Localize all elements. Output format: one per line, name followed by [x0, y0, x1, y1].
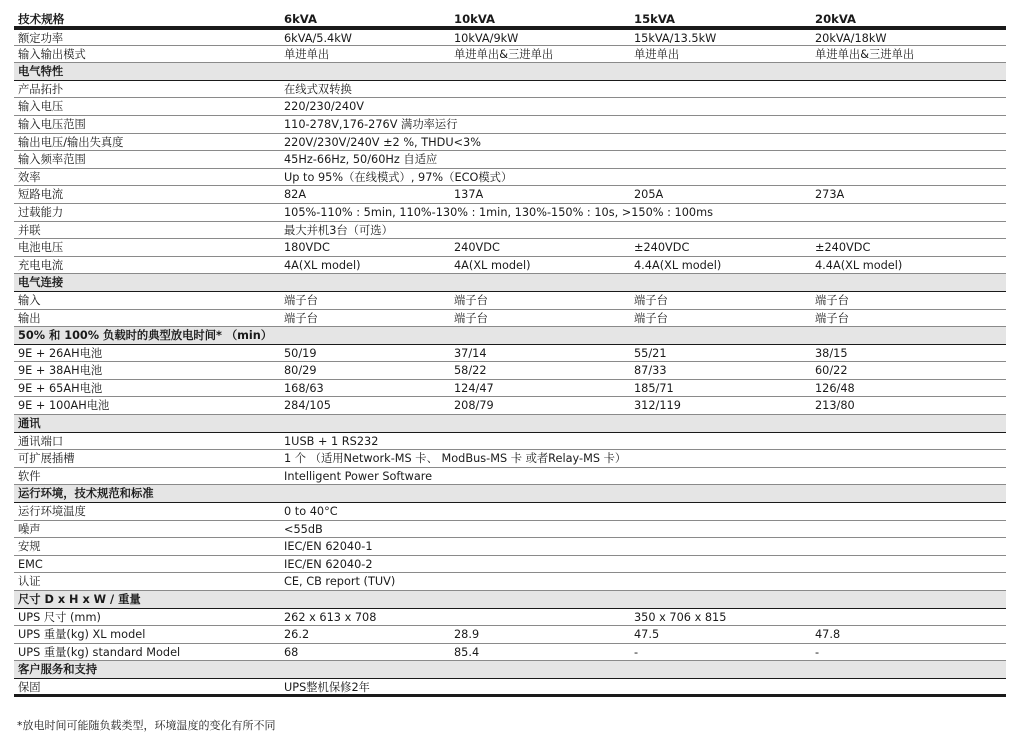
spec-value: 240VDC [454, 241, 500, 255]
spec-row [14, 468, 1006, 486]
spec-row [14, 98, 1006, 116]
section-title: 客户服务和支持 [18, 663, 98, 677]
spec-body [14, 28, 1006, 697]
spec-value: ±240VDC [634, 241, 690, 255]
header-model-10kva: 10kVA [454, 12, 496, 26]
spec-row [14, 362, 1006, 380]
spec-value: 220/230/240V [284, 100, 365, 114]
spec-value: IEC/EN 62040-2 [284, 557, 373, 571]
header-label: 技术规格 [18, 12, 65, 26]
spec-value: 137A [454, 188, 484, 202]
spec-value: 180VDC [284, 241, 330, 255]
spec-value: 312/119 [634, 399, 681, 413]
spec-row [14, 644, 1006, 662]
spec-value: 185/71 [634, 381, 674, 395]
spec-value: 126/48 [815, 381, 855, 395]
spec-value: 50/19 [284, 346, 317, 360]
spec-label: 保固 [18, 680, 41, 694]
spec-label: 9E + 38AH电池 [18, 364, 103, 378]
spec-row [14, 292, 1006, 310]
spec-row [14, 573, 1006, 591]
spec-value: 47.5 [634, 628, 660, 642]
spec-value: 124/47 [454, 381, 494, 395]
spec-label: 效率 [18, 170, 41, 184]
spec-value: 单进单出&三进单出 [815, 47, 915, 61]
spec-label: 输出 [18, 311, 41, 325]
spec-label: 通讯端口 [18, 434, 64, 448]
spec-row [14, 257, 1006, 275]
spec-label: EMC [18, 557, 43, 571]
spec-label: 可扩展插槽 [18, 452, 75, 466]
section-title: 运行环境，技术规范和标准 [18, 487, 154, 501]
spec-value: 47.8 [815, 628, 841, 642]
spec-value: 82A [284, 188, 307, 202]
spec-label: UPS 尺寸 (mm) [18, 610, 101, 624]
spec-row [14, 345, 1006, 363]
spec-label: 安规 [18, 540, 41, 554]
spec-row [14, 186, 1006, 204]
spec-label: 输入电压 [18, 100, 64, 114]
spec-row [14, 151, 1006, 169]
spec-label: 9E + 65AH电池 [18, 381, 103, 395]
spec-value: 15kVA/13.5kW [634, 32, 717, 45]
section-title: 电气特性 [18, 65, 64, 79]
spec-value: 端子台 [815, 293, 849, 307]
spec-value: UPS整机保修2年 [284, 680, 370, 694]
spec-value: 110-278V,176-276V 满功率运行 [284, 117, 458, 131]
spec-row [14, 380, 1006, 398]
spec-row [14, 169, 1006, 187]
spec-row [14, 310, 1006, 328]
spec-value: 在线式双转换 [284, 82, 352, 96]
spec-value: 端子台 [454, 311, 488, 325]
section-header-row [14, 274, 1006, 292]
header-model-15kva: 15kVA [634, 12, 676, 26]
header-model-20kva: 20kVA [815, 12, 857, 26]
spec-value: 6kVA/5.4kW [284, 32, 352, 45]
spec-value: 105%-110% : 5min, 110%-130% : 1min, 130%-150% : 10s, >150% : 100ms [284, 205, 713, 219]
spec-label: 噪声 [18, 522, 41, 536]
spec-row [14, 503, 1006, 521]
spec-row [14, 679, 1006, 697]
spec-label: 短路电流 [18, 188, 64, 202]
spec-value: 20kVA/18kW [815, 32, 887, 45]
spec-value: ±240VDC [815, 241, 871, 255]
spec-value: 端子台 [284, 311, 318, 325]
section-header-row [14, 63, 1006, 81]
spec-row [14, 222, 1006, 240]
spec-row [14, 397, 1006, 415]
section-title: 50% 和 100% 负载时的典型放电时间* （min） [18, 329, 273, 343]
spec-value: 45Hz-66Hz, 50/60Hz 自适应 [284, 153, 438, 167]
spec-value: 4A(XL model) [284, 258, 361, 272]
spec-value: 262 x 613 x 708 [284, 610, 377, 624]
spec-row [14, 433, 1006, 451]
spec-value: 单进单出&三进单出 [454, 47, 554, 61]
spec-row [14, 450, 1006, 468]
spec-value: Up to 95%（在线模式）, 97%（ECO模式） [284, 170, 513, 184]
spec-value: 350 x 706 x 815 [634, 610, 727, 624]
spec-label: 运行环境温度 [18, 505, 86, 519]
spec-label: 输入电压范围 [18, 117, 86, 131]
spec-label: 过载能力 [18, 205, 64, 219]
spec-label: UPS 重量(kg) standard Model [18, 645, 181, 659]
spec-value: 单进单出 [634, 47, 680, 61]
spec-value: 68 [284, 645, 299, 659]
spec-value: 38/15 [815, 346, 848, 360]
section-header-row [14, 485, 1006, 503]
spec-label: 输入频率范围 [18, 153, 86, 167]
spec-value: 208/79 [454, 399, 494, 413]
spec-row [14, 626, 1006, 644]
spec-row [14, 81, 1006, 99]
section-header-row [14, 661, 1006, 679]
spec-label: 额定功率 [18, 32, 64, 45]
spec-value: 单进单出 [284, 47, 330, 61]
spec-value: 最大并机3台（可选） [284, 223, 393, 237]
spec-value: 端子台 [454, 293, 488, 307]
spec-label: 产品拓扑 [18, 82, 64, 96]
spec-value: 168/63 [284, 381, 324, 395]
spec-value: 4.4A(XL model) [634, 258, 722, 272]
spec-label: 输出电压/输出失真度 [18, 135, 124, 149]
spec-value: 58/22 [454, 364, 487, 378]
spec-row [14, 239, 1006, 257]
spec-row [14, 204, 1006, 222]
spec-value: 205A [634, 188, 664, 202]
spec-label: 电池电压 [18, 241, 64, 255]
spec-value: 28.9 [454, 628, 480, 642]
section-header-row [14, 327, 1006, 345]
spec-label: 充电电流 [18, 258, 64, 272]
spec-value: 1 个 （适用Network-MS 卡、 ModBus-MS 卡 或者Relay-MS 卡） [284, 452, 627, 466]
spec-label: 输入输出模式 [18, 47, 86, 61]
spec-label: 9E + 26AH电池 [18, 346, 103, 360]
spec-value: Intelligent Power Software [284, 469, 433, 483]
header-model-6kva: 6kVA [284, 12, 317, 26]
section-title: 尺寸 D x H x W / 重量 [18, 593, 141, 606]
spec-value: 37/14 [454, 346, 487, 360]
spec-table [14, 10, 1006, 697]
spec-value: 220V/230V/240V ±2 %, THDU<3% [284, 135, 481, 149]
spec-value: 26.2 [284, 628, 310, 642]
spec-row [14, 28, 1006, 46]
spec-value: 87/33 [634, 364, 667, 378]
spec-value: 284/105 [284, 399, 331, 413]
spec-row [14, 556, 1006, 574]
spec-value: 端子台 [815, 311, 849, 325]
section-title: 电气连接 [18, 276, 64, 290]
spec-value: 10kVA/9kW [454, 32, 519, 45]
section-header-row [14, 415, 1006, 433]
spec-value: - [634, 645, 639, 659]
spec-row [14, 538, 1006, 556]
spec-value: 213/80 [815, 399, 855, 413]
spec-value: 273A [815, 188, 845, 202]
spec-label: 软件 [18, 469, 41, 483]
spec-value: 0 to 40°C [284, 505, 338, 519]
spec-row [14, 116, 1006, 134]
spec-row [14, 609, 1006, 627]
spec-label: 9E + 100AH电池 [18, 399, 110, 413]
spec-value: <55dB [284, 522, 323, 536]
spec-value: IEC/EN 62040-1 [284, 540, 373, 554]
spec-label: 认证 [18, 575, 41, 589]
spec-row [14, 46, 1006, 64]
spec-value: CE, CB report (TUV) [284, 575, 396, 589]
spec-value: 80/29 [284, 364, 317, 378]
spec-value: 55/21 [634, 346, 667, 360]
spec-label: 并联 [18, 223, 41, 237]
spec-value: 85.4 [454, 645, 480, 659]
spec-value: 1USB + 1 RS232 [284, 434, 379, 448]
section-header-row [14, 591, 1006, 609]
spec-value: 端子台 [634, 311, 668, 325]
spec-row [14, 134, 1006, 152]
spec-value: 60/22 [815, 364, 848, 378]
spec-value: 端子台 [634, 293, 668, 307]
spec-header-row [14, 10, 1006, 28]
spec-value: 4A(XL model) [454, 258, 531, 272]
spec-value: 端子台 [284, 293, 318, 307]
footnote: *放电时间可能随负载类型，环境温度的变化有所不同 [17, 719, 276, 732]
spec-value: - [815, 645, 820, 659]
spec-row [14, 521, 1006, 539]
spec-label: 输入 [18, 293, 41, 307]
spec-label: UPS 重量(kg) XL model [18, 628, 146, 642]
spec-value: 4.4A(XL model) [815, 258, 903, 272]
section-title: 通讯 [18, 417, 41, 431]
